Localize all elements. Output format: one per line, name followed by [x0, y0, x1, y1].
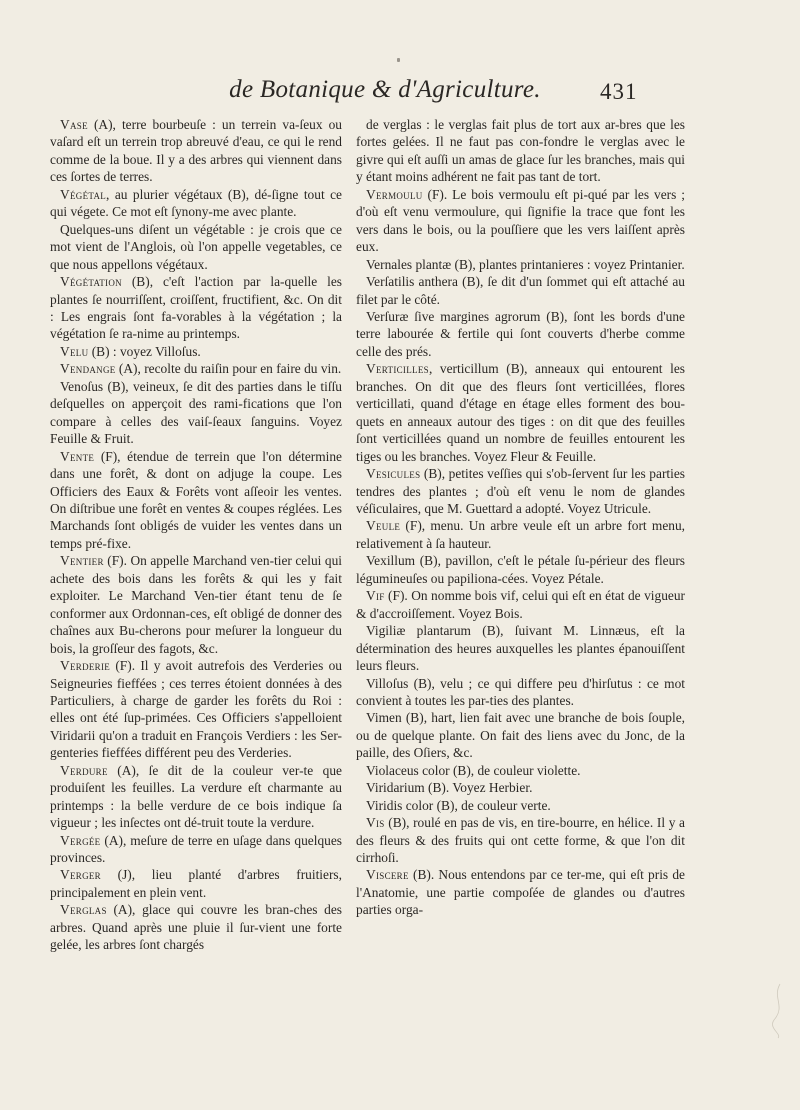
page-edge-smudge: [752, 980, 790, 1040]
entry-headword: Vendange: [60, 361, 116, 377]
entry-text: Venoſus (B), veineux, ſe dit des parties dans le tiſſu deſquelles on apperçoit des rami-fications que l'on compare à celles des vaiſ-ſeaux ſanguins. Voyez Feuille & Fruit.: [50, 378, 342, 447]
entry-text: de verglas : le verglas fait plus de tort aux ar-bres que les fortes gelées. Il ne faut pas con-fondre le verglas avec le givre qui eſt auſſi un amas de glace ſur les branches, mais qui y étant moins adhérent ne fait pas tant de tort.: [356, 117, 685, 185]
entry-headword: Veule: [366, 518, 401, 534]
running-title: de Botanique & d'Agriculture.: [229, 76, 541, 103]
entry-headword: Végétal: [60, 186, 107, 202]
entry-text: Verſatilis anthera (B), ſe dit d'un ſommet qui eſt attaché au filet par le côté.: [356, 274, 685, 307]
entry-text: (A), glace qui couvre les bran-ches des arbres. Quand après une pluie il ſur-vient une forte gelée, les arbres ſont chargés: [50, 902, 342, 953]
entry-text: (B), petites veſſies qui s'ob-ſervent ſur les parties tendres des plantes ; d'où eſt venu le nom de glandes véſiculaires, que M. Guettard a adopté. Voyez Utricule.: [356, 466, 685, 516]
right-column: [356, 116, 685, 919]
entry-text: Villoſus (B), velu ; ce qui differe peu d'hirſutus : ce mot convient à toutes les par-ties des plantes.: [356, 675, 685, 708]
dictionary-entry: [50, 901, 342, 953]
entry-text: (A), recolte du raiſin pour en faire du vin.: [115, 361, 342, 377]
entry-text: (F). Le bois vermoulu eſt pi-qué par les vers ; d'où eſt venu vermoulure, qui ſignifie la trace que font les vers dans le bois, ou la pouſſiere que les vers laiſſent après eux.: [356, 186, 685, 255]
entry-headword: Velu: [60, 343, 89, 359]
entry-text: Vimen (B), hart, lien fait avec une branche de bois ſouple, ou de quelque plante. On fait des liens avec du Jonc, de la paille, des Oſiers, &c.: [356, 710, 685, 761]
entry-headword: Vif: [366, 588, 385, 604]
entry-text: (A), ſe dit de la couleur ver-te que produiſent les feuilles. La verdure eſt charmante au printemps : la belle verdure de ce bois indique ſa vigueur ; les inſectes ont dé-truit toute la verdure.: [50, 762, 342, 831]
dictionary-entry: [356, 360, 685, 465]
left-column: [50, 116, 342, 954]
entry-headword: Verglas: [60, 902, 107, 918]
dictionary-entry: [50, 343, 342, 360]
entry-text: (A), meſure de terre en uſage dans quelques provinces.: [50, 832, 342, 866]
entry-text: Quelques-uns diſent un végétable : je crois que ce mot vient de l'Anglois, où l'on appelle vegetables, ce que nous appellons végétaux.: [50, 221, 342, 272]
entry-text: (B) : voyez Villoſus.: [88, 343, 201, 359]
dictionary-entry: [50, 186, 342, 221]
entry-text: , au plurier végétaux (B), dé-ſigne tout ce qui végete. Ce mot eſt ſynony-me avec plante.: [50, 186, 342, 220]
entry-text: (F). On nomme bois vif, celui qui eſt en état de vigueur & d'accroiſſement. Voyez Bois.: [356, 588, 685, 621]
dictionary-entry: [50, 378, 342, 448]
entry-text: Verſuræ ſive margines agrorum (B), ſont les bords d'une terre labourée & fertile qui ſont couverts d'herbe comme celle des prés.: [356, 308, 685, 359]
dictionary-entry: [50, 552, 342, 657]
entry-headword: Vergée: [60, 832, 101, 848]
entry-headword: Verticilles: [366, 361, 429, 377]
entry-headword: Vesicules: [366, 466, 421, 482]
dictionary-entry: [356, 587, 685, 622]
dictionary-entry: [356, 675, 685, 710]
ink-speck: [397, 58, 400, 62]
entry-text: Vexillum (B), pavillon, c'eſt le pétale ſu-périeur des fleurs légumineuſes ou papiliona-cées. Voyez Pétale.: [356, 553, 685, 586]
page-header: [0, 76, 800, 116]
dictionary-entry: [356, 814, 685, 866]
entry-text: Vernales plantæ (B), plantes printanieres : voyez Printanier.: [366, 256, 685, 272]
dictionary-entry: [356, 797, 685, 814]
entry-text: (B), c'eſt l'action par la-quelle les plantes ſe nourriſſent, croiſſent, fructifient, &c. On dit : Les engrais ſont fa-vorables à la végétation ; la végétation ſe ra-nime au printemps.: [50, 274, 342, 342]
dictionary-entry: [50, 866, 342, 901]
dictionary-entry: [50, 221, 342, 273]
entry-headword: Verger: [60, 867, 101, 883]
dictionary-entry: [356, 308, 685, 360]
dictionary-entry: [356, 517, 685, 552]
entry-text: (B). Nous entendons par ce ter-me, qui eſt pris de l'Anatomie, une partie compoſée de glandes ou d'autres parties orga-: [356, 867, 685, 918]
dictionary-entry: [50, 116, 342, 186]
entry-headword: Vente: [60, 448, 95, 464]
dictionary-entry: [50, 448, 342, 553]
entry-text: (F), étendue de terrein que l'on détermine dans une forêt, & dont on adjuge la coupe. Les Officiers des Eaux & Forêts vont aſſeoir les ventes. On diſtribue une forêt en ventes & coupes réglées. Les Marchands ſont obligés de vuider les ventes dans un temps pré-fixe.: [50, 448, 342, 551]
dictionary-entry: [356, 709, 685, 761]
entry-text: (F). On appelle Marchand ven-tier celui qui achete des bois dans les forêts & qui les y fait exploiter. Le Marchand Ven-tier étant tenu de ſe conformer aux Ordonnan-ces, eſt obligé de donner des chaînes aux Bu-cherons pour meſurer la longueur du bois, la groſſeur des fagots, &c.: [50, 553, 342, 656]
dictionary-entry: [50, 762, 342, 832]
entry-headword: Verdure: [60, 762, 108, 778]
entry-text: Viridarium (B). Voyez Herbier.: [366, 780, 533, 796]
dictionary-entry: [50, 832, 342, 867]
dictionary-entry: [356, 273, 685, 308]
entry-headword: Vis: [366, 815, 385, 831]
dictionary-entry: [50, 360, 342, 377]
dictionary-entry: [50, 273, 342, 343]
page-number: 431: [600, 79, 638, 104]
entry-headword: Verderie: [60, 658, 111, 674]
dictionary-entry: [356, 256, 685, 273]
entry-text: Violaceus color (B), de couleur violette.: [366, 762, 581, 778]
dictionary-entry: [356, 866, 685, 918]
entry-text: Viridis color (B), de couleur verte.: [366, 797, 551, 813]
entry-text: (F). Il y avoit autrefois des Verderies ou Seigneuries fieffées ; ces terres étoient données à des Particuliers, à charge de garder les forêts du Roi : elles ont été ſup-primées. Ces Officiers s'appelloient Viridarii qu'on a traduit en François Verdiers : les Ser-genteries fieffées différent peu des Verderies.: [50, 658, 342, 761]
dictionary-entry: [356, 762, 685, 779]
dictionary-entry: [356, 186, 685, 256]
entry-text: (J), lieu planté d'arbres fruitiers, principalement en plein vent.: [50, 867, 342, 900]
dictionary-entry: [356, 622, 685, 674]
entry-text: (F), menu. Un arbre veule eſt un arbre fort menu, relativement à ſa hauteur.: [356, 518, 685, 551]
dictionary-entry: [356, 116, 685, 186]
entry-text: Vigiliæ plantarum (B), ſuivant M. Linnæus, eſt la détermination des heures auxquelles les plantes épanouiſſent leurs fleurs.: [356, 623, 685, 674]
entry-text: (A), terre bourbeuſe : un terrein va-ſeux ou vaſard eſt un terrein trop abreuvé d'eau, ce qui le rend comme de la boue. Il y a des arbres qui viennent dans ces ſortes de terres.: [50, 117, 342, 185]
entry-headword: Vase: [60, 117, 88, 132]
entry-text: , verticillum (B), anneaux qui entourent les branches. On dit que des fleurs ſont verticillées, flores verticillati, quand d'étage en étage elles forment des bou-quets en anneaux autour des tiges : on dit que des feuilles ſont verticillées quand un nombre de feuilles entourent les tiges ou les branches. Voyez Fleur & Feuille.: [356, 361, 685, 464]
entry-headword: Vermoulu: [366, 186, 423, 202]
entry-text: (B), roulé en pas de vis, en tire-bourre, en hélice. Il y a des fleurs & des fruits qui ont cette forme, & que l'on dit cirrhoſi.: [356, 815, 685, 866]
entry-headword: Ventier: [60, 553, 104, 569]
dictionary-entry: [356, 465, 685, 517]
entry-headword: Viscere: [366, 867, 409, 883]
dictionary-entry: [356, 779, 685, 796]
dictionary-entry: [50, 657, 342, 762]
dictionary-entry: [356, 552, 685, 587]
entry-headword: Végétation: [60, 274, 122, 290]
